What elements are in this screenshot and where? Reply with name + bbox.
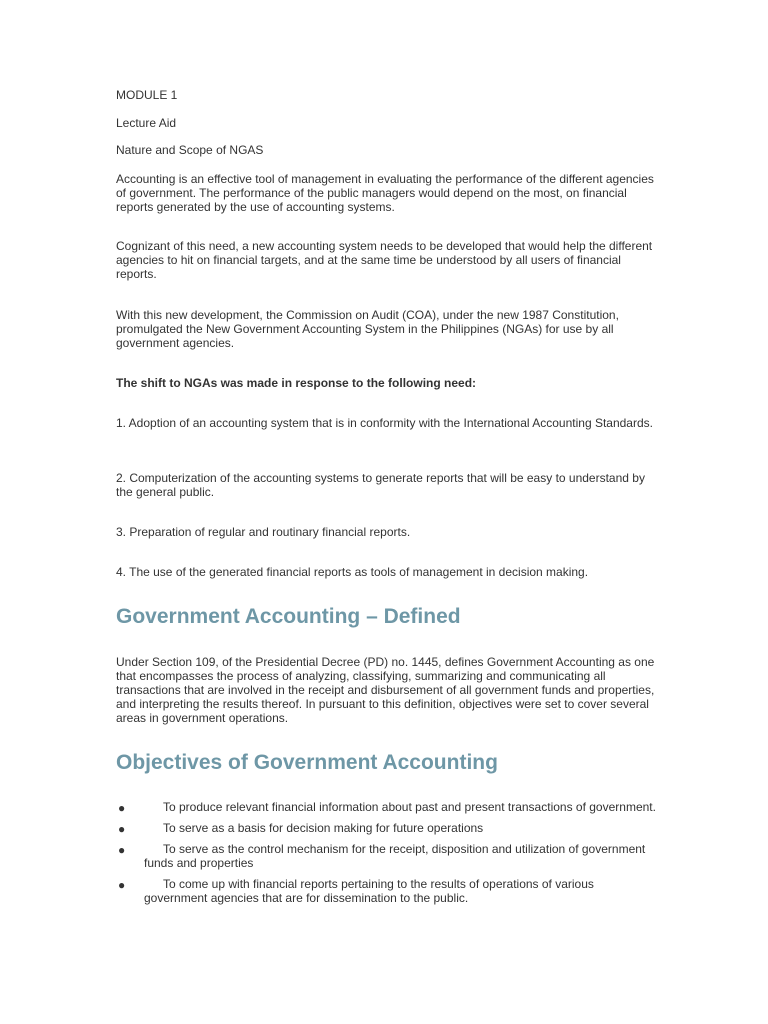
list-item <box>116 842 656 870</box>
topic-title: Nature and Scope of NGAS <box>116 143 264 157</box>
lecture-aid-label: Lecture Aid <box>116 116 177 130</box>
list-item <box>116 877 656 905</box>
objective-text: To produce relevant financial information about past and present transactions of government. <box>163 800 656 814</box>
intro-paragraph-2: Cognizant of this need, a new accounting system needs to be developed that would help the different agencies to hit on financial targets, and at the same time be understood by all users of financial reports. <box>116 239 653 281</box>
definition-paragraph: Under Section 109, of the Presidential Decree (PD) no. 1445, defines Government Accounting as one that encompasses the process of analyzing, classifying, summarizing and communicating all transactions that are involved in the receipt and disbursement of all government funds and properties, and interpreting the results thereof. In pursuant to this definition, objectives were set to cover several areas in government operations. <box>116 655 655 725</box>
need-item-3: 3. Preparation of regular and routinary financial reports. <box>116 525 411 539</box>
bullet-icon: ● <box>118 801 126 815</box>
list-item <box>116 821 656 835</box>
bullet-icon: ● <box>118 843 126 857</box>
need-item-2: 2. Computerization of the accounting systems to generate reports that will be easy to understand by the general public. <box>116 471 645 499</box>
need-item-4: 4. The use of the generated financial reports as tools of management in decision making. <box>116 565 589 579</box>
definition-heading: Government Accounting – Defined <box>116 605 461 628</box>
intro-paragraph-1: Accounting is an effective tool of management in evaluating the performance of the different agencies of government. The performance of the public managers would depend on the most, on financial reports generated by the use of accounting systems. <box>116 172 654 214</box>
objective-text: To serve as a basis for decision making for future operations <box>163 821 484 835</box>
module-label: MODULE 1 <box>116 88 178 102</box>
intro-paragraph-3: With this new development, the Commission on Audit (COA), under the new 1987 Constitution, promulgated the New Government Accounting System in the Philippines (NGAs) for use by all government agencies. <box>116 308 619 350</box>
bullet-icon: ● <box>118 822 126 836</box>
objectives-list <box>116 800 656 912</box>
objective-text: To serve as the control mechanism for the receipt, disposition and utilization of government funds and properties <box>144 842 646 870</box>
objective-text: To come up with financial reports pertaining to the results of operations of various government agencies that are for dissemination to the public. <box>144 877 594 905</box>
objectives-heading: Objectives of Government Accounting <box>116 751 498 774</box>
bullet-icon: ● <box>118 878 126 892</box>
need-item-1: 1. Adoption of an accounting system that is in conformity with the International Accounting Standards. <box>116 416 653 430</box>
list-item <box>116 800 656 814</box>
needs-heading: The shift to NGAs was made in response to the following need: <box>116 376 477 390</box>
